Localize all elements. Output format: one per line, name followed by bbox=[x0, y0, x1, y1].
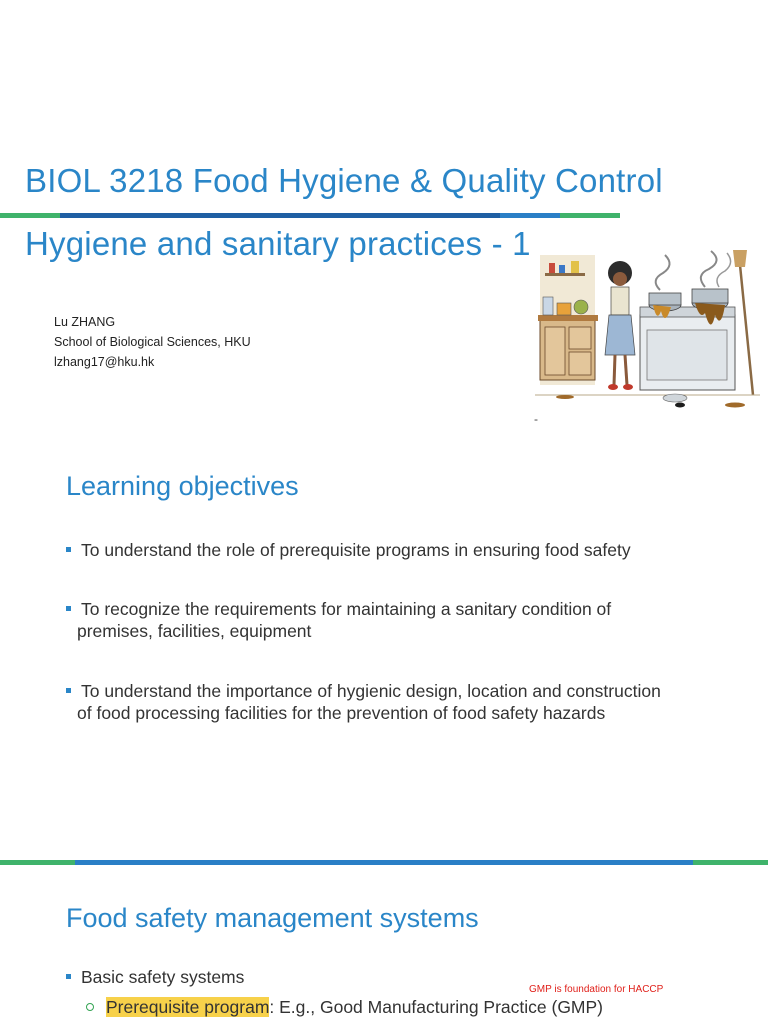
author-affiliation: School of Biological Sciences, HKU bbox=[54, 335, 251, 349]
section-heading: Learning objectives bbox=[66, 471, 299, 501]
list-item: To understand the role of prerequisite programs in ensuring food safety bbox=[66, 539, 726, 561]
course-title: BIOL 3218 Food Hygiene & Quality Control bbox=[25, 162, 663, 199]
image-caption: - bbox=[534, 412, 538, 426]
bullet-square-icon bbox=[66, 606, 71, 611]
lecture-subtitle: Hygiene and sanitary practices - 1 bbox=[25, 225, 531, 262]
section-heading: Food safety management systems bbox=[66, 903, 479, 933]
list-item: To recognize the requirements for maintaining a sanitary condition of premises, facilities, equipment bbox=[66, 598, 726, 642]
food-safety-slide bbox=[0, 860, 768, 1024]
title-slide bbox=[0, 0, 768, 450]
highlighted-term: Prerequisite program bbox=[106, 997, 270, 1017]
bullet-square-icon bbox=[66, 974, 71, 979]
annotation-note: GMP is foundation for HACCP bbox=[529, 984, 664, 995]
list-item: Basic safety systems bbox=[66, 966, 726, 988]
bullet-circle-icon bbox=[86, 1003, 94, 1011]
bullet-square-icon bbox=[66, 688, 71, 693]
bullet-square-icon bbox=[66, 547, 71, 552]
list-item: To understand the importance of hygienic design, location and construction of food processing facilities for the prevention of food safety hazards bbox=[66, 680, 726, 724]
author-name: Lu ZHANG bbox=[54, 315, 116, 329]
sub-list-item: Prerequisite program: E.g., Good Manufacturing Practice (GMP) bbox=[86, 996, 746, 1018]
author-email: lzhang17@hku.hk bbox=[54, 355, 155, 369]
learning-objectives-slide bbox=[0, 450, 768, 860]
messy-kitchen-illustration bbox=[535, 245, 760, 415]
